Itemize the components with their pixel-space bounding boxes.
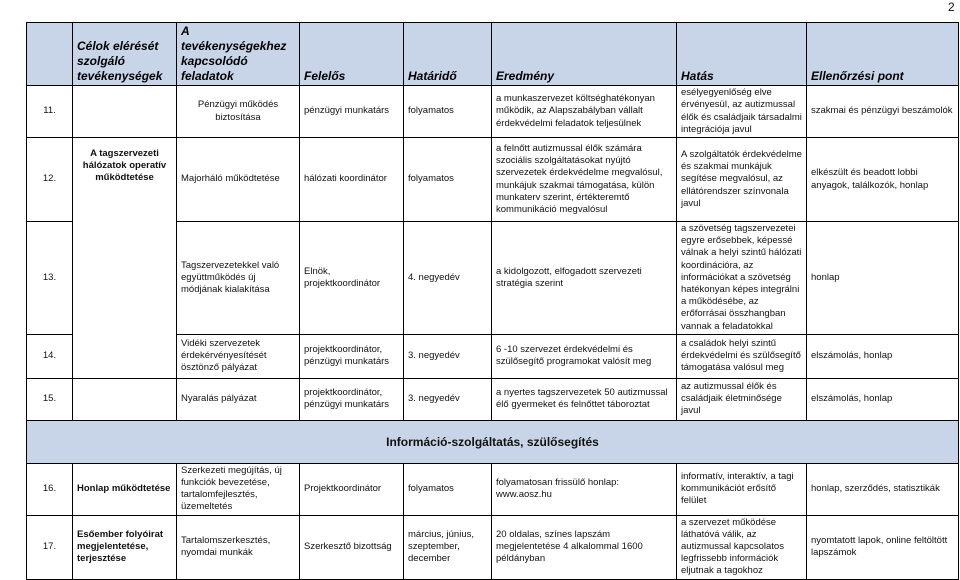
row-task: Vidéki szervezetek érdekérvényesítését ösztönző pályázat [177,334,300,378]
row-deadline: március, június, szeptember, december [404,515,492,579]
row-impact: a családok helyi szintű érdekvédelmi és szülősegítő támogatása valósul meg [677,334,807,378]
header-responsible: Felelős [300,23,404,86]
row-check: szakmai és pénzügyi beszámolók [807,86,959,138]
row-responsible: Elnök, projektkoordinátor [300,222,404,335]
table-row [27,463,959,515]
row-result: a kidolgozott, elfogadott szervezeti stratégia szerint [492,222,677,335]
row-number: 11. [27,86,73,138]
row-responsible: projektkoordinátor, pénzügyi munkatárs [300,378,404,420]
row-check: elszámolás, honlap [807,378,959,420]
row-number: 12. [27,138,73,222]
row-number: 17. [27,515,73,579]
row-impact: a szervezet működése láthatóvá válik, az autizmussal kapcsolatos legfrissebb információk eljutnak a tagokhoz [677,515,807,579]
row-number: 14. [27,334,73,378]
row-impact: esélyegyenlőség elve érvényesül, az autizmussal élők és családjaik társadalmi integrációja javul [677,86,807,138]
row-task: Tagszervezetekkel való együttműködés új módjának kialakítása [177,222,300,335]
row-deadline: 4. negyedév [404,222,492,335]
row-task: Pénzügyi működés biztosítása [177,86,300,138]
header-row [27,23,959,86]
row-impact: informatív, interaktív, a tagi kommunikációt erősítő felület [677,463,807,515]
header-num [27,23,73,86]
row-responsible: projektkoordinátor, pénzügyi munkatárs [300,334,404,378]
header-task: A tevékenységekhez kapcsolódó feladatok [177,23,300,86]
row-deadline: 3. negyedév [404,334,492,378]
row-task: Tartalomszerkesztés, nyomdai munkák [177,515,300,579]
row-goal: Honlap működtetése [73,463,177,515]
row-task: Szerkezeti megújítás, új funkciók bevezetése, tartalomfejlesztés, üzemeltetés [177,463,300,515]
row-goal: Esőember folyóirat megjelentetése, terjesztése [73,515,177,579]
row-result: a felnőtt autizmussal élők számára szociális szolgáltatásokat nyújtó szervezetek érdekvédelme megvalósul, munkájuk szakmai támogatása, külön munkaterv szerint, értékteremtő kommunikáció megvalósul [492,138,677,222]
row-goal [73,86,177,138]
row-check: elkészült és beadott lobbi anyagok, találkozók, honlap [807,138,959,222]
table-row [27,515,959,579]
plan-table [26,22,959,580]
row-impact: az autizmussal élők és családjaik életminősége javul [677,378,807,420]
row-deadline: folyamatos [404,138,492,222]
table-row [27,378,959,420]
row-result: 6 -10 szervezet érdekvédelmi és szülősegítő programokat valósít meg [492,334,677,378]
header-check: Ellenőrzési pont [807,23,959,86]
row-responsible: Projektkoordinátor [300,463,404,515]
page-number: 2 [948,0,955,14]
row-responsible: pénzügyi munkatárs [300,86,404,138]
row-result: 20 oldalas, színes lapszám megjelentetése 4 alkalommal 1600 példányban [492,515,677,579]
section-title: Információ-szolgáltatás, szülősegítés [27,420,959,463]
header-goal: Célok elérését szolgáló tevékenységek [73,23,177,86]
header-deadline: Határidő [404,23,492,86]
row-goal [73,378,177,420]
row-check: honlap [807,222,959,335]
row-check: nyomtatott lapok, online feltöltött lapszámok [807,515,959,579]
row-check: elszámolás, honlap [807,334,959,378]
header-impact: Hatás [677,23,807,86]
row-responsible: hálózati koordinátor [300,138,404,222]
row-deadline: folyamatos [404,86,492,138]
row-responsible: Szerkesztő bizottság [300,515,404,579]
row-impact: a szövetség tagszervezetei egyre erősebbek, képessé válnak a helyi szintű hálózati koordinációra, az információkat a szövetség hatékonyan képes integrálni a működésébe, az erőforrásai összhangban vannak a feladatokkal [677,222,807,335]
row-result: folyamatosan frissülő honlap: www.aosz.hu [492,463,677,515]
row-number: 13. [27,222,73,335]
section-row [27,420,959,463]
row-number: 15. [27,378,73,420]
row-task: Nyaralás pályázat [177,378,300,420]
row-goal: A tagszervezeti hálózatok operatív működtetése [73,138,177,379]
row-task: Majorháló működtetése [177,138,300,222]
table-row [27,86,959,138]
row-check: honlap, szerződés, statisztikák [807,463,959,515]
row-impact: A szolgáltatók érdekvédelme és szakmai munkájuk segítése megvalósul, az ellátórendszer színvonala javul [677,138,807,222]
row-result: a munkaszervezet költséghatékonyan működik, az Alapszabályban vállalt érdekvédelmi feladatok teljesülnek [492,86,677,138]
table-row [27,138,959,222]
row-result: a nyertes tagszervezetek 50 autizmussal élő gyermeket és felnőttet táboroztat [492,378,677,420]
row-deadline: folyamatos [404,463,492,515]
row-number: 16. [27,463,73,515]
row-deadline: 3. negyedév [404,378,492,420]
header-result: Eredmény [492,23,677,86]
